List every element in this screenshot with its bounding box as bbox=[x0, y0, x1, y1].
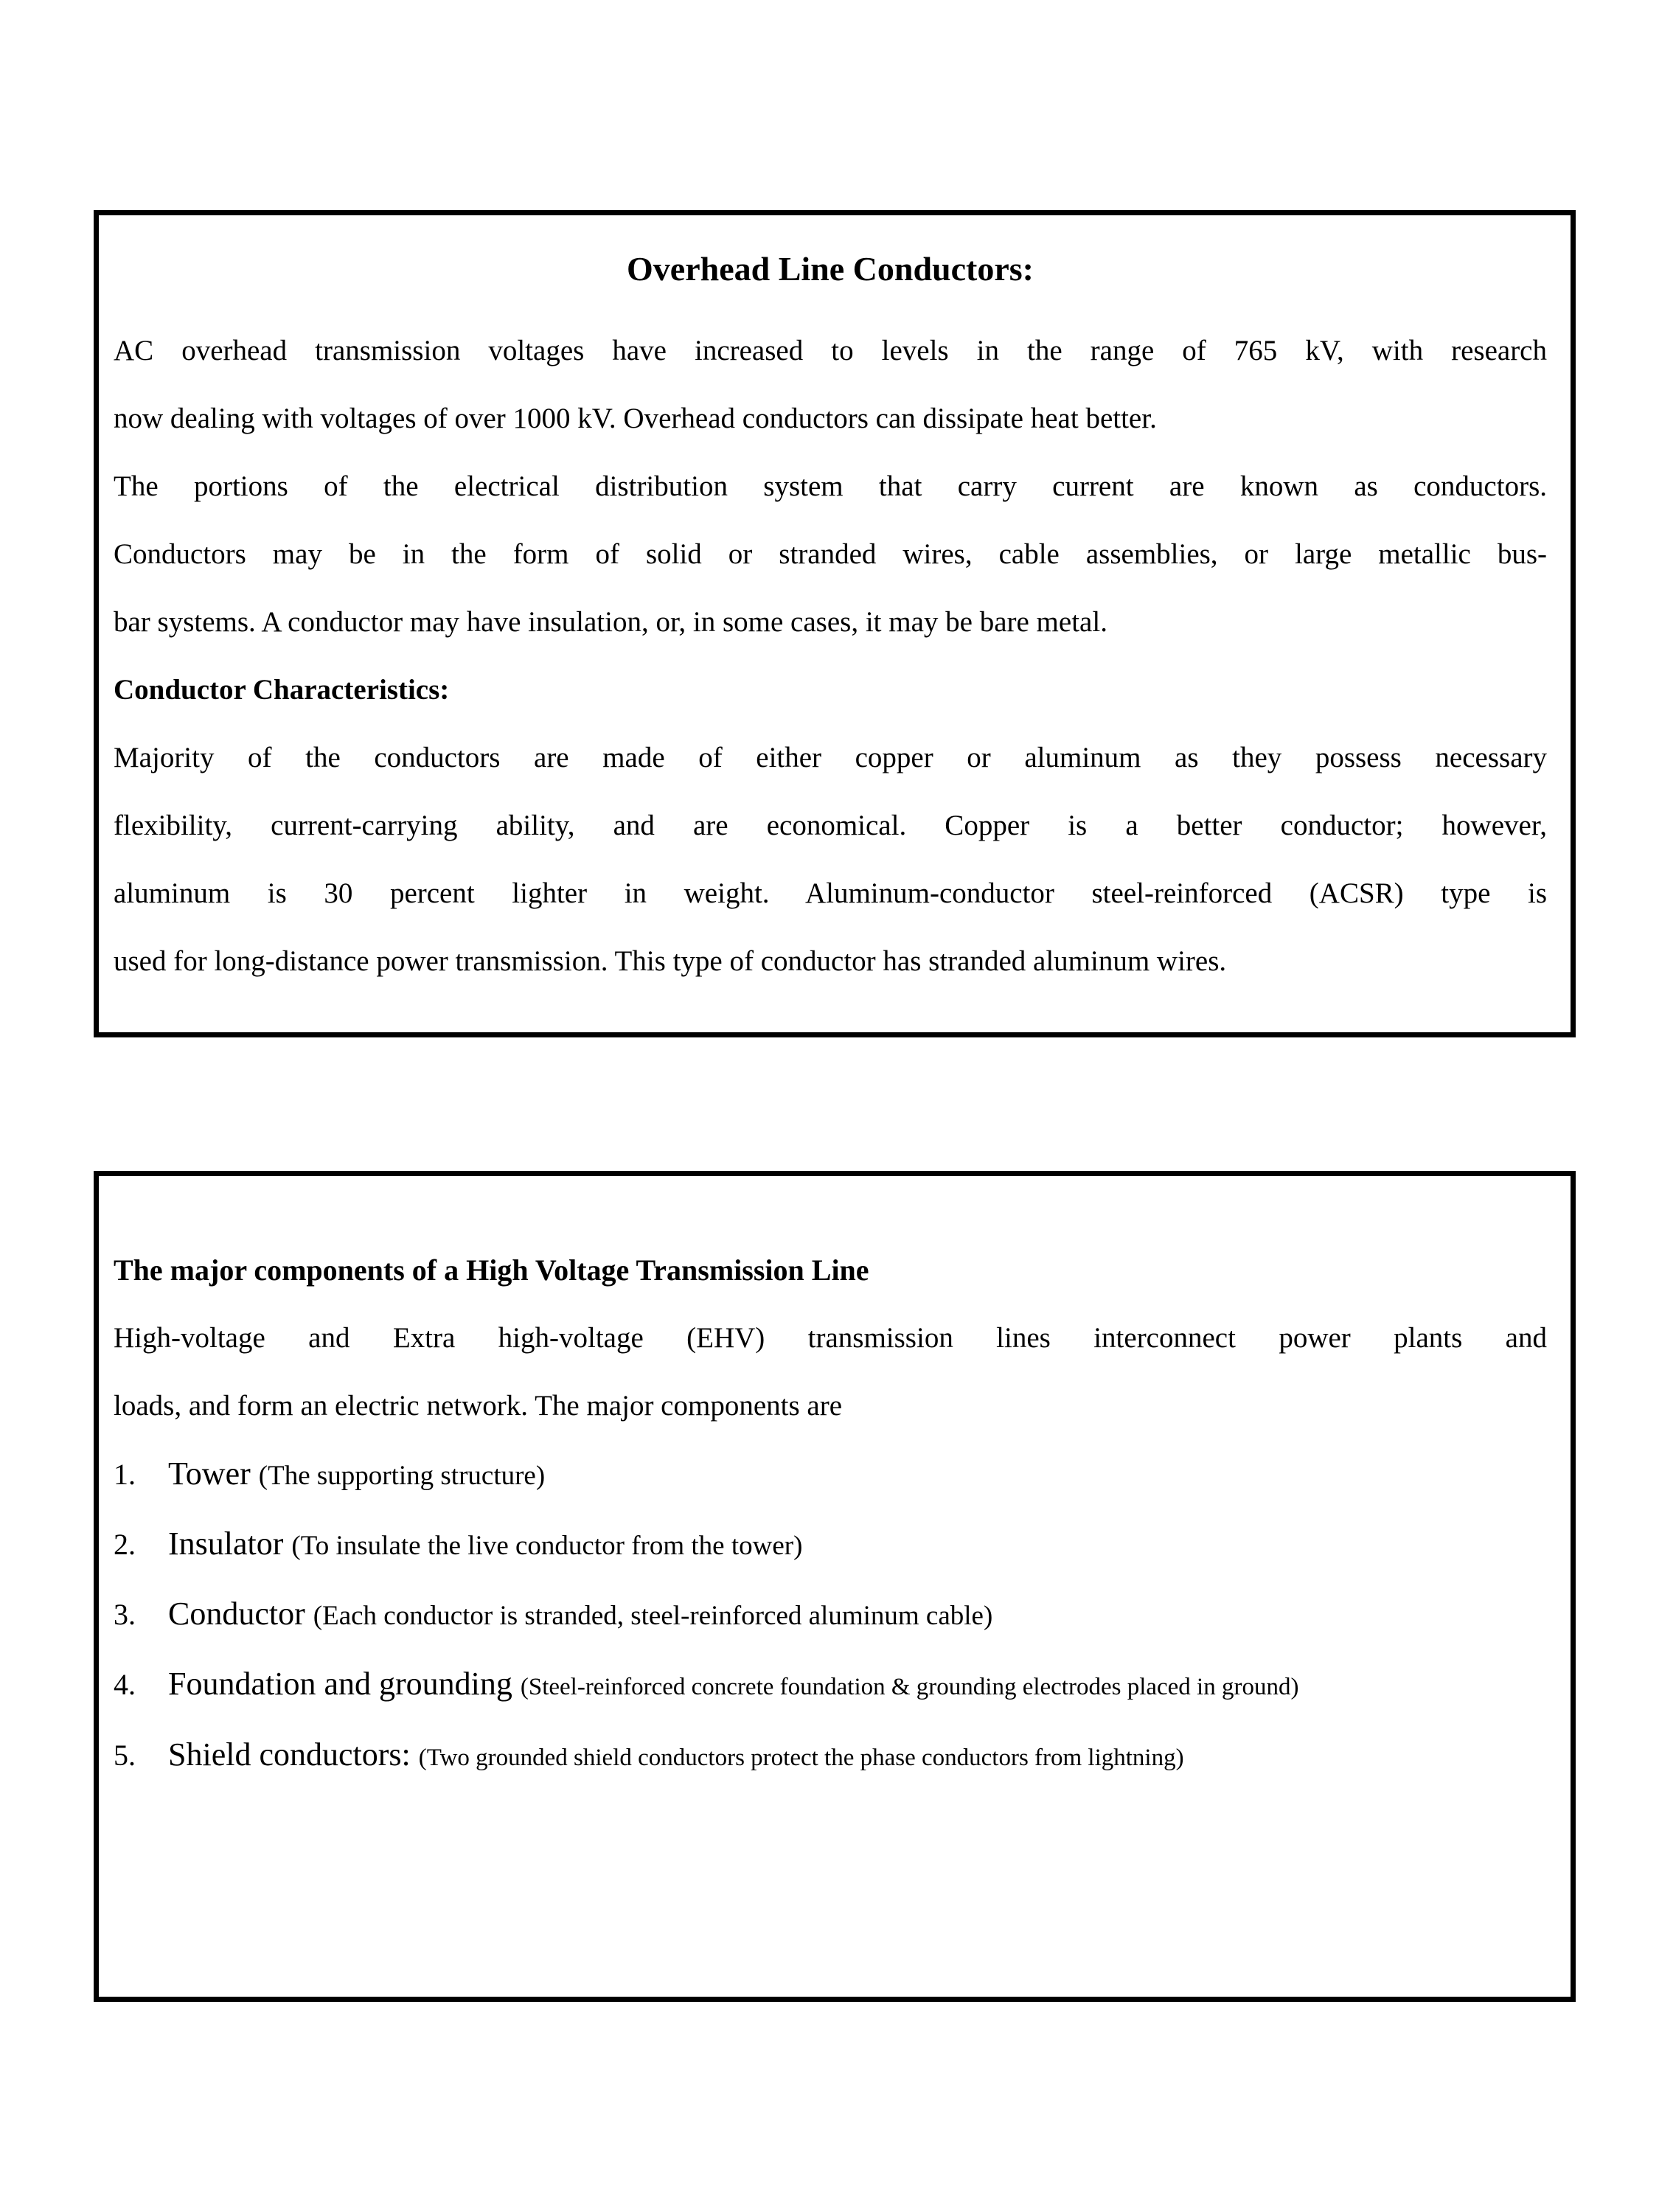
components-list bbox=[114, 1440, 1547, 1792]
list-item-description: (Two grounded shield conductors protect the phase conductors from lightning) bbox=[418, 1745, 1184, 1771]
transmission-line-components-section bbox=[94, 1171, 1576, 2002]
list-item-number: 2. bbox=[114, 1528, 136, 1561]
list-item-description: (To insulate the live conductor from the tower) bbox=[291, 1531, 803, 1561]
list-item-label: Conductor bbox=[168, 1596, 305, 1632]
paragraph-line: High-voltage and Extra high-voltage (EHV) transmission lines interconnect power plants and bbox=[114, 1322, 1547, 1354]
list-item-number: 4. bbox=[114, 1668, 136, 1701]
paragraph-line: Majority of the conductors are made of either copper or aluminum as they possess necessary bbox=[114, 742, 1547, 773]
list-item-number: 3. bbox=[114, 1598, 136, 1631]
list-item-label: Insulator bbox=[168, 1526, 284, 1562]
paragraph-line: bar systems. A conductor may have insulation, or, in some cases, it may be bare metal. bbox=[114, 606, 1107, 638]
list-item-insulator bbox=[114, 1510, 1547, 1580]
paragraph-line: AC overhead transmission voltages have increased to levels in the range of 765 kV, with research bbox=[114, 335, 1547, 366]
list-item-label: Shield conductors: bbox=[168, 1736, 411, 1773]
paragraph-line: loads, and form an electric network. The major components are bbox=[114, 1390, 843, 1422]
overhead-line-conductors-section bbox=[94, 210, 1576, 1037]
list-item-tower bbox=[114, 1440, 1547, 1510]
list-item-shield-conductors bbox=[114, 1721, 1547, 1792]
paragraph-line: The portions of the electrical distribution system that carry current are known as conductors. bbox=[114, 470, 1547, 502]
list-item-description: (Each conductor is stranded, steel-reinforced aluminum cable) bbox=[313, 1601, 993, 1631]
section-heading: The major components of a High Voltage Transmission Line bbox=[114, 1253, 869, 1287]
paragraph-line: flexibility, current-carrying ability, and are economical. Copper is a better conductor; however, bbox=[114, 810, 1547, 841]
paragraph-line: used for long-distance power transmission. This type of conductor has stranded aluminum wires. bbox=[114, 945, 1227, 977]
list-item-number: 5. bbox=[114, 1739, 136, 1772]
list-item-description: (Steel-reinforced concrete foundation & grounding electrodes placed in ground) bbox=[520, 1674, 1299, 1700]
list-item-foundation-grounding bbox=[114, 1650, 1547, 1721]
subsection-heading: Conductor Characteristics: bbox=[114, 674, 450, 706]
list-item-number: 1. bbox=[114, 1458, 136, 1491]
list-item-conductor bbox=[114, 1580, 1547, 1650]
list-item-label: Foundation and grounding bbox=[168, 1666, 512, 1702]
list-item-description: (The supporting structure) bbox=[258, 1461, 546, 1491]
list-item-label: Tower bbox=[168, 1455, 251, 1492]
paragraph-line: now dealing with voltages of over 1000 kV. Overhead conductors can dissipate heat better. bbox=[114, 403, 1157, 434]
section-title: Overhead Line Conductors: bbox=[627, 250, 1034, 288]
paragraph-line: aluminum is 30 percent lighter in weight. Aluminum-conductor steel-reinforced (ACSR) type is bbox=[114, 877, 1547, 909]
paragraph-line: Conductors may be in the form of solid or stranded wires, cable assemblies, or large metallic bus- bbox=[114, 538, 1547, 570]
